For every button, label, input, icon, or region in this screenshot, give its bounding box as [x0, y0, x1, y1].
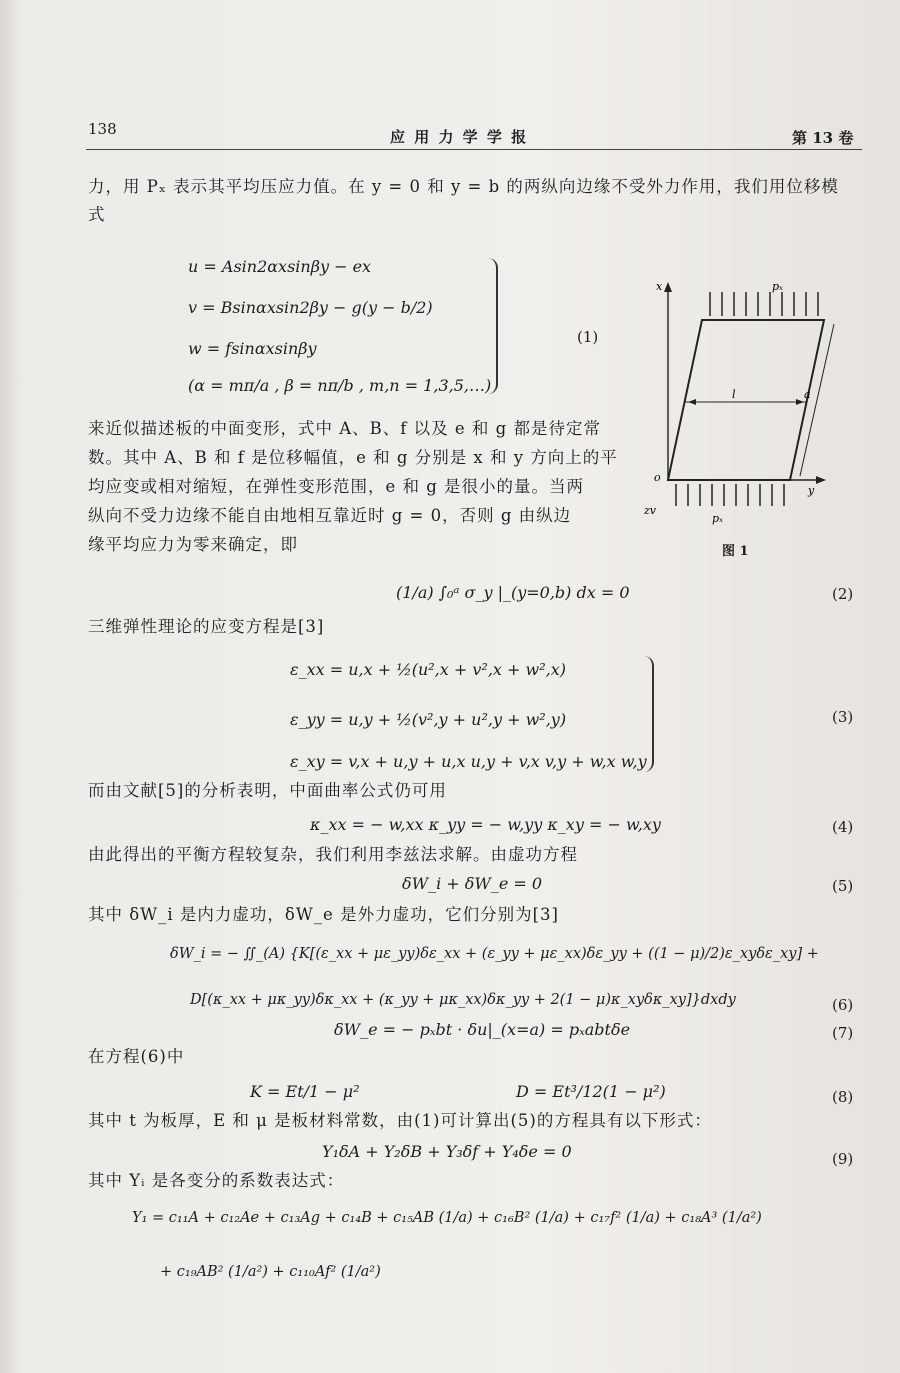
z-axis-label: zv	[644, 504, 657, 517]
top-load-arrows	[710, 292, 818, 316]
paragraph-7: 在方程(6)中	[88, 1047, 185, 1066]
equation-3-brace	[642, 656, 654, 772]
equation-3-line-3: ε_xy = v,x + u,y + u,x u,y + v,x v,y + w,x w,y	[290, 752, 647, 771]
paragraph-9: 其中 Yᵢ 是各变分的系数表达式：	[88, 1171, 345, 1190]
origin-label: o	[654, 471, 661, 484]
equation-6-line-2: D[(κ_xx + μκ_yy)δκ_xx + (κ_yy + μκ_xx)δκ_yy + 2(1 − μ)κ_xyδκ_xy]}dxdy	[190, 992, 736, 1008]
equation-4-number: (4)	[832, 818, 854, 836]
length-a-label: a	[804, 388, 811, 401]
paragraph-1-line-2: 式	[88, 205, 106, 224]
equation-10-line-1: Y₁ = c₁₁A + c₁₂Ae + c₁₃Ag + c₁₄B + c₁₅AB (1/a) + c₁₆B² (1/a) + c₁₇f² (1/a) + c₁₈A³ (1/a²)	[132, 1210, 762, 1226]
paragraph-2-line-2: 数。其中 A、B 和 f 是位移幅值，e 和 g 分别是 x 和 y 方向上的平	[88, 448, 618, 467]
equation-3-line-1: ε_xx = u,x + ½(u²,x + v²,x + w²,x)	[290, 660, 566, 679]
paragraph-2-line-1: 来近似描述板的中面变形，式中 A、B、f 以及 e 和 g 都是待定常	[88, 419, 601, 438]
figure-1-diagram	[640, 270, 860, 570]
equation-9: Y₁δA + Y₂δB + Y₃δf + Y₄δe = 0	[322, 1142, 572, 1161]
equation-3-line-2: ε_yy = u,y + ½(v²,y + u²,y + w²,y)	[290, 710, 567, 729]
paragraph-1-line-1: 力，用 Pₓ 表示其平均压应力值。在 y = 0 和 y = b 的两纵向边缘不受外力作用，我们用位移模	[88, 177, 839, 196]
figure-1-caption: 图 1	[722, 544, 749, 559]
equation-9-number: (9)	[832, 1150, 854, 1168]
equation-1-number: (1)	[577, 328, 599, 346]
equation-6-number: (6)	[832, 996, 854, 1014]
x-axis-label: x	[656, 280, 663, 293]
equation-2: (1/a) ∫₀ᵃ σ_y |_(y=0,b) dx = 0	[396, 583, 630, 602]
paragraph-4: 而由文献[5]的分析表明，中面曲率公式仍可用	[88, 781, 447, 800]
equation-1-line-1: u = Asin2αxsinβy − ex	[188, 257, 372, 276]
length-l-label: l	[732, 388, 736, 401]
equation-5: δW_i + δW_e = 0	[402, 874, 543, 893]
x-axis-arrow-icon	[664, 282, 672, 292]
length-l-left-arrow-icon	[688, 399, 696, 405]
paragraph-6: 其中 δW_i 是内力虚功，δW_e 是外力虚功，它们分别为[3]	[88, 905, 559, 924]
volume-label: 第 13 卷	[792, 129, 854, 147]
equation-7-number: (7)	[832, 1024, 854, 1042]
equation-8-number: (8)	[832, 1088, 854, 1106]
equation-1-brace	[486, 258, 498, 394]
equation-3-number: (3)	[832, 708, 854, 726]
plate-outline	[668, 320, 824, 480]
page-number: 138	[88, 120, 117, 138]
y-axis-label: y	[808, 484, 815, 497]
paragraph-2-line-5: 缘平均应力为零来确定，即	[88, 535, 298, 554]
equation-1-line-3: w = fsinαxsinβy	[188, 339, 317, 358]
equation-10-line-2: + c₁₉AB² (1/a²) + c₁₁₀Af² (1/a²)	[160, 1264, 381, 1280]
length-l-right-arrow-icon	[796, 399, 804, 405]
paragraph-3: 三维弹性理论的应变方程是[3]	[88, 617, 325, 636]
equation-4: κ_xx = − w,xx κ_yy = − w,yy κ_xy = − w,xy	[310, 815, 661, 834]
equation-1-line-2: v = Bsinαxsin2βy − g(y − b/2)	[188, 298, 433, 317]
top-load-label: pₓ	[772, 280, 783, 293]
paragraph-8: 其中 t 为板厚，E 和 μ 是板材料常数，由(1)可计算出(5)的方程具有以下形式：	[88, 1111, 712, 1130]
bottom-load-label: pₓ	[712, 512, 723, 525]
paragraph-2-line-4: 纵向不受力边缘不能自由地相互靠近时 g = 0，否则 g 由纵边	[88, 506, 572, 525]
paragraph-5: 由此得出的平衡方程较复杂，我们利用李兹法求解。由虚功方程	[88, 845, 578, 864]
journal-title: 应 用 力 学 学 报	[390, 128, 529, 146]
equation-8-left: K = Et/1 − μ²	[250, 1082, 360, 1101]
equation-2-number: (2)	[832, 585, 854, 603]
header-rule	[86, 149, 862, 150]
equation-1-line-4: (α = mπ/a , β = nπ/b , m,n = 1,3,5,…)	[188, 376, 492, 395]
equation-8-right: D = Et³/12(1 − μ²)	[516, 1082, 666, 1101]
equation-5-number: (5)	[832, 877, 854, 895]
equation-6-line-1: δW_i = − ∬_(A) {K[(ε_xx + με_yy)δε_xx + (ε_yy + με_xx)δε_yy + ((1 − μ)/2)ε_xyδε_xy] +	[170, 946, 819, 962]
bottom-load-arrows	[676, 484, 784, 506]
equation-7: δW_e = − pₓbt · δu|_(x=a) = pₓabtδe	[334, 1020, 631, 1039]
y-axis-arrow-icon	[816, 476, 826, 484]
paragraph-2-line-3: 均应变或相对缩短，在弹性变形范围，e 和 g 是很小的量。当两	[88, 477, 585, 496]
